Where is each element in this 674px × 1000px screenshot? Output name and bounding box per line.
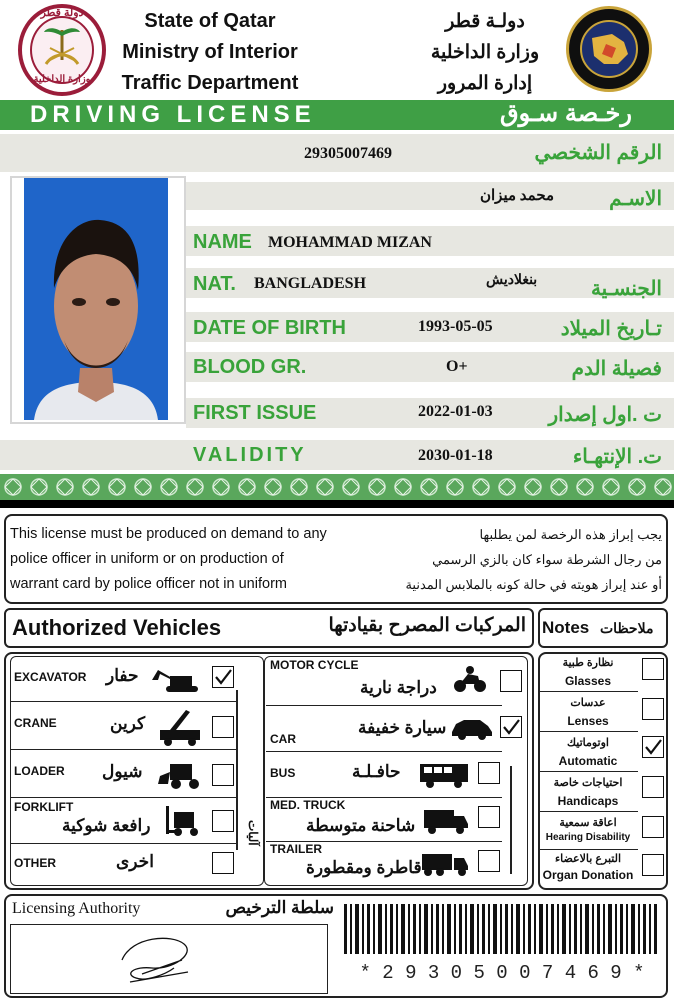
notice-ar-line: من رجال الشرطة سواء كان بالزي الرسمي	[432, 552, 662, 567]
vehicle-en: LOADER	[14, 764, 65, 778]
notes-title-en: Notes	[542, 618, 590, 637]
vehicle-row-bus	[266, 752, 502, 798]
authorized-title-ar: المركبات المصرح بقيادتها	[328, 615, 526, 636]
notice-ar	[340, 522, 662, 597]
vehicle-ar: رافعة شوكية	[62, 816, 151, 835]
checkmark-icon	[213, 667, 233, 687]
note-row	[538, 654, 638, 692]
note-checkbox[interactable]	[642, 658, 664, 680]
vehicle-checkbox[interactable]	[212, 810, 234, 832]
notes-list	[538, 652, 668, 890]
seal-top-text: دولة قطر	[40, 7, 84, 19]
note-checkbox[interactable]	[642, 776, 664, 798]
bus-icon	[418, 762, 470, 788]
crane-truck-icon	[156, 706, 204, 746]
authority-label-en: Licensing Authority	[12, 900, 141, 917]
vehicle-checkbox[interactable]	[500, 670, 522, 692]
name-value: MOHAMMAD MIZAN	[268, 234, 432, 251]
vehicle-en: CRANE	[14, 716, 57, 730]
card-divider	[0, 500, 674, 508]
note-en: Automatic	[558, 754, 618, 768]
person-portrait-icon	[24, 178, 168, 420]
ornament-pattern-icon	[0, 474, 674, 500]
nat-value: BANGLADESH	[254, 275, 367, 292]
vehicle-row-other	[10, 844, 238, 886]
title-en: DRIVING LICENSE	[30, 101, 316, 128]
name-ar-label: الاسـم	[609, 188, 662, 210]
truck-icon	[422, 806, 470, 836]
vehicle-ar: قاطرة ومقطورة	[306, 858, 422, 877]
note-en: Lenses	[567, 714, 609, 728]
header-ar	[420, 6, 550, 99]
barcode-icon	[344, 904, 658, 954]
blood-value: O+	[446, 358, 468, 375]
note-ar: نظارة طبية	[562, 657, 614, 669]
header-en-line: State of Qatar	[144, 10, 276, 32]
header-ar-line: دولـة قطر	[445, 11, 525, 32]
vehicle-checkbox[interactable]	[212, 852, 234, 874]
header-en	[110, 6, 310, 99]
title-ar: رخـصة سـوق	[500, 100, 632, 127]
notice-en	[10, 522, 327, 597]
note-row	[538, 692, 638, 732]
notice-en-line: This license must be produced on demand to any	[10, 526, 327, 542]
header-en-line: Ministry of Interior	[122, 41, 298, 63]
car-icon	[450, 714, 494, 742]
truck-bracket	[510, 766, 512, 874]
nat-label-ar: الجنسـية	[590, 278, 662, 300]
note-en: Glasses	[564, 674, 612, 688]
note-checkbox[interactable]	[642, 698, 664, 720]
notice-en-line: police officer in uniform or on production of	[10, 551, 284, 567]
notice-ar-line: يجب إبراز هذه الرخصة لمن يطلبها	[479, 527, 662, 542]
vehicle-row-car	[266, 706, 502, 752]
vehicle-checkbox[interactable]	[212, 764, 234, 786]
vehicle-row-loader	[10, 750, 238, 798]
authorized-title-en: Authorized Vehicles	[12, 615, 222, 640]
note-ar: احتياجات خاصة	[553, 777, 623, 789]
vehicle-en: BUS	[270, 766, 296, 780]
vehicle-en: MOTOR CYCLE	[270, 658, 359, 672]
forklift-icon	[162, 804, 206, 838]
vehicle-checkbox[interactable]	[212, 666, 234, 688]
dob-label: DATE OF BIRTH	[193, 317, 346, 339]
name-label: NAME	[193, 231, 252, 253]
header-ar-line: وزارة الداخلية	[430, 42, 540, 63]
vehicle-ar: شاحنة متوسطة	[306, 816, 416, 835]
vehicle-row-medtruck	[266, 798, 502, 842]
vehicle-ar: حافـلـة	[352, 762, 401, 781]
vehicle-en: TRAILER	[270, 842, 322, 856]
note-ar: اعاقة سمعية	[559, 817, 617, 829]
notes-title-ar: ملاحظات	[600, 620, 654, 636]
personal-no-label-ar: الرقم الشخصي	[534, 142, 662, 164]
first-issue-value: 2022-01-03	[418, 403, 493, 420]
signature-icon	[112, 930, 202, 988]
motorcycle-icon	[452, 664, 488, 694]
note-ar: التبرع بالاعضاء	[554, 853, 622, 865]
header-en-line: Traffic Department	[121, 72, 299, 94]
checkmark-icon	[643, 737, 663, 757]
vehicle-checkbox[interactable]	[212, 716, 234, 738]
vehicle-ar: شيول	[102, 762, 143, 781]
note-en: Organ Donation	[542, 868, 634, 882]
nat-label: NAT.	[193, 273, 236, 295]
gcc-map-icon	[578, 18, 640, 80]
note-checkbox[interactable]	[642, 736, 664, 758]
vehicle-ar: دراجة نارية	[360, 678, 437, 697]
note-en: Hearing Disability	[545, 832, 631, 843]
vehicle-row-forklift	[10, 798, 238, 844]
machinery-side-label: آليات	[246, 820, 260, 846]
excavator-icon	[150, 666, 206, 694]
side-bracket	[236, 690, 238, 850]
first-issue-label: FIRST ISSUE	[193, 402, 317, 424]
vehicle-checkbox[interactable]	[478, 762, 500, 784]
validity-value: 2030-01-18	[418, 447, 493, 464]
vehicle-en: CAR	[270, 732, 296, 746]
note-row	[538, 772, 638, 812]
seal-bottom-text: وزارة الداخلية	[33, 74, 91, 85]
vehicle-en: MED. TRUCK	[270, 798, 346, 812]
dob-label-ar: تـاريخ الميلاد	[560, 318, 662, 340]
nat-value-ar: بنغلاديش	[486, 273, 538, 288]
authority-label-ar: سلطة الترخيص	[225, 898, 334, 917]
name-ar-value: محمد ميزان	[480, 188, 555, 204]
vehicle-en: EXCAVATOR	[14, 670, 87, 684]
vehicle-ar: سيارة خفيفة	[358, 718, 447, 737]
note-checkbox[interactable]	[642, 854, 664, 876]
note-ar: عدسات	[570, 697, 606, 709]
vehicle-en: FORKLIFT	[14, 800, 74, 814]
vehicle-en: OTHER	[14, 856, 56, 870]
loader-icon	[156, 758, 206, 790]
vehicle-ar: اخرى	[116, 852, 154, 871]
notice-en-line: warrant card by police officer not in uniform	[10, 576, 287, 592]
checkmark-icon	[501, 717, 521, 737]
vehicle-checkbox[interactable]	[478, 806, 500, 828]
barcode-text: * 2 9 3 0 5 0 0 7 4 6 9 *	[359, 962, 645, 984]
note-ar: اوتوماتيك	[566, 737, 609, 749]
note-row	[538, 850, 638, 888]
note-en: Handicaps	[557, 794, 619, 808]
vehicle-row-excavator	[10, 656, 238, 702]
vehicle-row-trailer	[266, 842, 502, 886]
header-ar-line: إدارة المرور	[437, 73, 533, 94]
vehicle-checkbox[interactable]	[478, 850, 500, 872]
note-row	[538, 732, 638, 772]
vehicle-checkbox[interactable]	[500, 716, 522, 738]
validity-label-ar: ت. الإنتهـاء	[572, 446, 662, 468]
vehicle-ar: حفار	[106, 666, 139, 685]
notice-ar-line: أو عند إبراز هويته في حالة كونه بالملابس المدنية	[405, 577, 662, 592]
first-issue-label-ar: ت .اول إصدار	[548, 404, 662, 426]
note-row	[538, 812, 638, 850]
trailer-icon	[420, 850, 470, 878]
validity-label: VALIDITY	[193, 444, 307, 466]
right-vehicle-list	[266, 656, 502, 886]
vehicle-ar: كرين	[110, 714, 146, 733]
blood-label: BLOOD GR.	[193, 356, 307, 378]
vehicle-row-motorcycle	[266, 656, 502, 706]
dob-value: 1993-05-05	[418, 318, 493, 335]
left-vehicle-list	[10, 656, 238, 886]
blood-label-ar: فصيلة الدم	[571, 358, 662, 380]
note-checkbox[interactable]	[642, 816, 664, 838]
personal-no-value: 29305007469	[304, 145, 392, 162]
palm-swords-icon	[40, 22, 84, 70]
vehicle-row-crane	[10, 702, 238, 750]
